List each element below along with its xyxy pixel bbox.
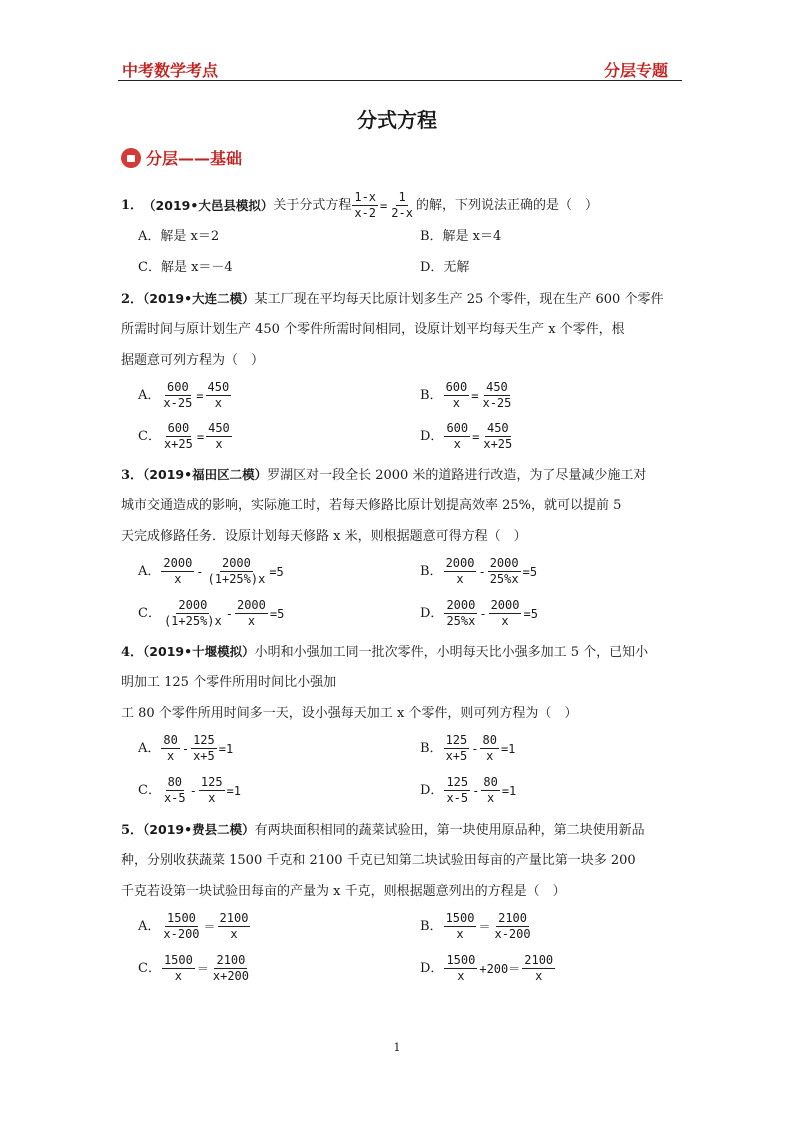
option-label: D． <box>420 605 444 621</box>
denominator: x <box>174 969 183 983</box>
denominator: x <box>208 791 216 805</box>
numerator: 2100 <box>216 953 246 967</box>
fraction <box>162 953 195 984</box>
header-right: 分层专题 <box>604 61 669 80</box>
numerator: 600 <box>445 380 468 394</box>
numerator: 600 <box>167 421 190 435</box>
question-number: 5． <box>121 823 144 838</box>
question-text: 关于分式方程 <box>273 197 352 213</box>
option-b[interactable] <box>420 556 538 587</box>
option-d[interactable] <box>420 598 539 629</box>
question-number: 2． <box>121 292 144 307</box>
fraction <box>235 598 268 629</box>
operator: - <box>189 783 197 798</box>
option-d[interactable] <box>420 421 515 452</box>
fraction <box>481 421 514 452</box>
numerator: 1-x <box>354 190 377 204</box>
equation-tail: =1 <box>218 741 234 756</box>
option-b[interactable] <box>420 733 516 764</box>
option-label: C． <box>138 782 161 798</box>
fraction <box>444 775 470 806</box>
denominator: 25%x <box>489 572 519 586</box>
denominator: x <box>453 437 461 451</box>
denominator: x-2 <box>354 206 377 220</box>
denominator: x-200 <box>163 927 200 941</box>
fraction <box>161 380 194 411</box>
option-d[interactable] <box>420 953 556 984</box>
denominator: x <box>452 396 461 410</box>
numerator: 450 <box>208 421 230 435</box>
equation-tail: =1 <box>500 741 516 756</box>
option-label: D． <box>420 428 444 444</box>
numerator: 2000 <box>489 556 519 570</box>
operator: - <box>225 606 233 621</box>
fraction <box>161 733 179 764</box>
option-c[interactable] <box>138 598 285 629</box>
denominator: x <box>174 572 182 586</box>
fraction <box>488 556 521 587</box>
fraction <box>444 733 470 764</box>
operator: ＝ <box>203 919 216 934</box>
denominator: x <box>214 396 222 410</box>
option-a[interactable]: A．解是 x＝2 <box>138 229 220 244</box>
numerator: 2000 <box>163 556 193 570</box>
numerator: 125 <box>445 733 468 747</box>
option-c[interactable] <box>138 953 252 984</box>
option-d[interactable]: D．无解 <box>420 260 470 275</box>
numerator: 1500 <box>163 953 193 967</box>
fraction <box>489 598 522 629</box>
operator: - <box>472 783 480 798</box>
operator: - <box>479 606 487 621</box>
question-source: （2019•费县二模） <box>143 822 255 837</box>
fraction <box>162 775 188 806</box>
operator: ＝ <box>196 961 209 976</box>
operator: +200＝ <box>479 961 521 976</box>
denominator: x <box>486 791 495 805</box>
section-heading <box>121 146 242 169</box>
numerator: 450 <box>486 421 509 435</box>
numerator: 80 <box>482 733 497 747</box>
denominator: 2-x <box>391 206 413 220</box>
numerator: 600 <box>446 421 469 435</box>
numerator: 80 <box>163 733 178 747</box>
numerator: 2100 <box>524 953 554 967</box>
question-text-line: 据题意可列方程为（ ） <box>121 353 265 368</box>
option-a[interactable] <box>138 733 234 764</box>
question-3 <box>121 466 646 485</box>
numerator: 80 <box>483 775 498 789</box>
option-label: A． <box>138 563 161 579</box>
operator: = <box>380 198 388 213</box>
numerator: 125 <box>200 775 223 789</box>
fraction <box>206 556 268 587</box>
page-title: 分式方程 <box>357 108 437 132</box>
numerator: 80 <box>167 775 183 789</box>
denominator: x-5 <box>446 791 469 805</box>
question-text-line: 所需时间与原计划生产 450 个零件所需时间相同，设原计划平均每天生产 x 个零件，根 <box>121 322 625 337</box>
equation-tail: =5 <box>269 606 285 621</box>
fraction <box>162 598 224 629</box>
fraction <box>211 953 251 984</box>
option-label: A． <box>138 387 161 403</box>
operator: - <box>478 564 486 579</box>
equation-tail: =5 <box>522 564 538 579</box>
option-label: C． <box>138 428 161 444</box>
denominator: x <box>230 927 238 941</box>
question-text-line: 千克若设第一块试验田每亩的产量为 x 千克，则根据题意列出的方程是（ ） <box>121 884 566 899</box>
question-source: （2019•十堰模拟） <box>143 644 255 659</box>
denominator: x <box>456 572 464 586</box>
option-label: D． <box>420 782 444 798</box>
option-b[interactable] <box>420 911 534 942</box>
fraction <box>161 556 194 587</box>
numerator: 2100 <box>219 911 249 925</box>
question-5 <box>121 821 645 840</box>
option-c[interactable]: C．解是 x＝－4 <box>138 260 233 275</box>
operator: = <box>471 388 479 403</box>
operator: - <box>196 564 204 579</box>
denominator: x <box>535 969 543 983</box>
header-left: 中考数学考点 <box>122 61 219 80</box>
denominator: x <box>501 614 509 628</box>
option-a[interactable] <box>138 911 251 942</box>
operator: - <box>181 741 190 756</box>
fraction <box>161 911 201 942</box>
fraction <box>206 380 232 411</box>
fraction <box>522 953 555 984</box>
question-text-line: 工 80 个零件所用时间多一天，设小强每天加工 x 个零件，则可列方程为（ ） <box>121 706 578 721</box>
question-text-line: 天完成修路任务．设原计划每天修路 x 米，则根据题意可得方程（ ） <box>121 529 527 544</box>
option-label: D． <box>420 960 444 976</box>
question-text-line: 城市交通造成的影响，实际施工时，若每天修路比原计划提高效率 25%，就可以提前 5 <box>121 498 622 513</box>
option-label: C． <box>138 960 161 976</box>
equation-tail: =1 <box>226 783 242 798</box>
option-label: B． <box>420 387 443 403</box>
fraction <box>389 190 415 221</box>
denominator: (1+25%)x <box>207 572 266 586</box>
fraction <box>206 421 232 452</box>
operator: = <box>196 429 205 444</box>
denominator: x+200 <box>212 969 249 983</box>
numerator: 450 <box>486 380 508 394</box>
option-a[interactable] <box>138 380 232 411</box>
denominator: x-25 <box>163 396 193 410</box>
page-number: 1 <box>393 1041 401 1054</box>
fraction <box>444 911 477 942</box>
denominator: x-5 <box>163 791 186 805</box>
section-icon <box>121 148 141 168</box>
fraction <box>444 598 477 629</box>
fraction <box>352 190 378 221</box>
denominator: x <box>247 614 256 628</box>
numerator: 2000 <box>446 598 476 612</box>
operator: = <box>196 388 204 403</box>
question-text: 有两块面积相同的蔬菜试验田，第一块使用原品种，第二块使用新品 <box>254 823 645 838</box>
option-c[interactable] <box>138 421 233 452</box>
section-label: 分层——基础 <box>146 149 243 168</box>
denominator: x <box>215 437 223 451</box>
option-label: A． <box>138 918 161 934</box>
question-source: （2019•大连二模） <box>143 291 255 306</box>
denominator: x <box>456 927 464 941</box>
fraction <box>444 421 470 452</box>
fraction <box>444 556 477 587</box>
fraction <box>444 953 477 984</box>
numerator: 2000 <box>221 556 251 570</box>
option-label: B． <box>420 563 443 579</box>
question-2 <box>121 290 663 309</box>
question-source: （2019•大邑县模拟） <box>143 197 274 213</box>
fraction <box>191 733 217 764</box>
question-text: 某工厂现在平均每天比原计划多生产 25 个零件，现在生产 600 个零件 <box>254 292 664 307</box>
equation-tail: =5 <box>523 606 538 621</box>
header-divider <box>118 80 682 81</box>
question-text: 罗湖区对一段全长 2000 米的道路进行改造，为了尽量减少施工对 <box>267 468 647 483</box>
numerator: 2000 <box>178 598 208 612</box>
option-label: C． <box>138 605 161 621</box>
fraction <box>481 775 499 806</box>
option-d[interactable] <box>420 775 517 806</box>
question-number: 4． <box>121 645 144 660</box>
question-4 <box>121 643 648 662</box>
denominator: x-200 <box>494 927 531 941</box>
denominator: x-25 <box>482 396 512 410</box>
numerator: 600 <box>167 380 189 394</box>
question-1 <box>121 190 598 221</box>
question-number: 3． <box>121 468 144 483</box>
numerator: 1500 <box>446 953 476 967</box>
fraction <box>199 775 225 806</box>
fraction <box>162 421 195 452</box>
numerator: 1500 <box>445 911 475 925</box>
operator: ＝ <box>478 919 491 934</box>
option-label: A． <box>138 740 161 756</box>
numerator: 2000 <box>236 598 266 612</box>
equation-tail: =5 <box>269 564 284 579</box>
question-text: 的解，下列说法正确的是（ ） <box>415 197 598 213</box>
numerator: 2000 <box>445 556 475 570</box>
numerator: 1500 <box>167 911 196 925</box>
denominator: x <box>486 749 494 763</box>
option-b[interactable] <box>420 380 514 411</box>
numerator: 125 <box>193 733 215 747</box>
fraction <box>480 733 498 764</box>
question-text: 小明和小强加工同一批次零件，小明每天比小强多加工 5 个，已知小 <box>254 645 649 660</box>
option-label: B． <box>420 918 443 934</box>
numerator: 1 <box>398 190 406 204</box>
operator: - <box>471 741 479 756</box>
fraction <box>218 911 251 942</box>
numerator: 2000 <box>490 598 520 612</box>
denominator: x+25 <box>483 437 513 451</box>
option-c[interactable] <box>138 775 242 806</box>
option-a[interactable] <box>138 556 285 587</box>
equation-tail: =1 <box>501 783 517 798</box>
denominator: 25%x <box>446 614 476 628</box>
denominator: (1+25%)x <box>163 614 222 628</box>
question-text-line: 种，分别收获蔬菜 1500 千克和 2100 千克已知第二块试验田每亩的产量比第一块多 200 <box>121 853 636 868</box>
fraction <box>444 380 470 411</box>
operator: = <box>472 429 480 444</box>
denominator: x+25 <box>163 437 193 451</box>
option-b[interactable]: B．解是 x＝4 <box>420 229 502 244</box>
option-label: B． <box>420 740 443 756</box>
question-number: 1． <box>121 197 144 213</box>
numerator: 2100 <box>498 911 527 925</box>
denominator: x <box>457 969 465 983</box>
numerator: 450 <box>207 380 230 394</box>
denominator: x+5 <box>193 749 215 763</box>
question-text-line: 明加工 125 个零件所用时间比小强加 <box>121 675 337 690</box>
denominator: x+5 <box>445 749 468 763</box>
fraction <box>480 380 513 411</box>
question-source: （2019•福田区二模） <box>143 467 268 482</box>
denominator: x <box>167 749 175 763</box>
fraction <box>492 911 532 942</box>
numerator: 125 <box>446 775 469 789</box>
